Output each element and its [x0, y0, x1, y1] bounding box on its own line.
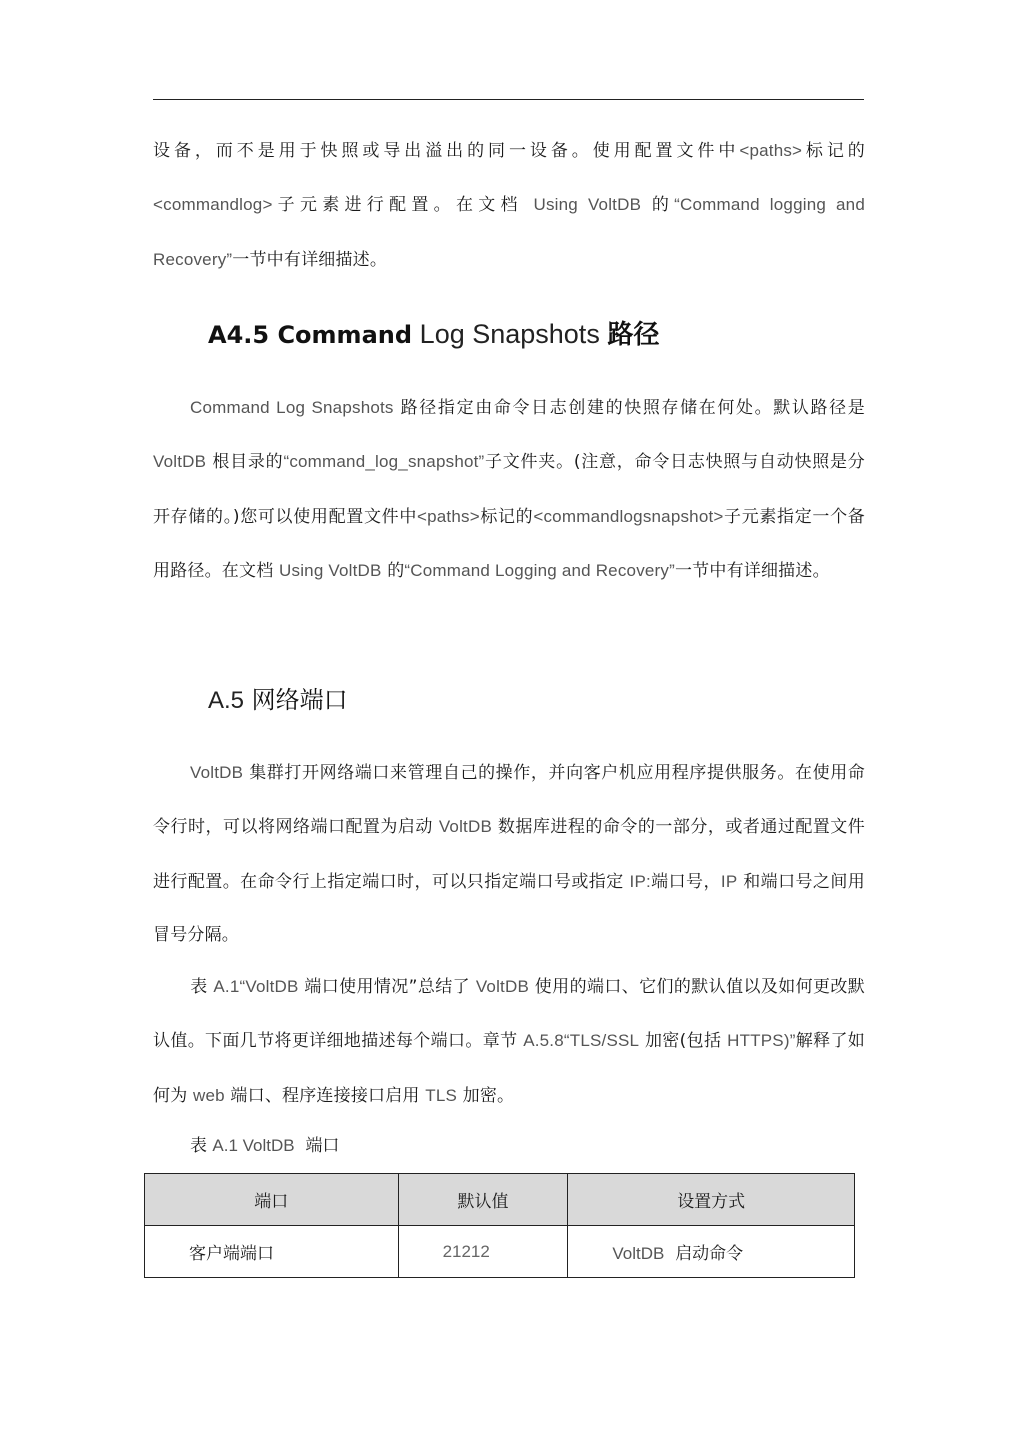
- caption-label: A.1 VoltDB: [212, 1136, 295, 1155]
- text: 加密。: [462, 1085, 515, 1106]
- paragraph-snapshot-path: [153, 381, 865, 598]
- code-paths: <paths>: [417, 506, 480, 526]
- text: 设备，而不是用于快照或导出溢出的同一设备。使用配置文件中: [153, 141, 740, 161]
- text: 一节中有详细描述。: [232, 249, 388, 270]
- table-ref: A.1“VoltDB: [213, 977, 299, 996]
- term: IP: [720, 871, 738, 891]
- term: IP:: [629, 871, 651, 891]
- section-heading-a5: [208, 680, 348, 715]
- section-ref: “Command logging and Recovery”: [153, 195, 865, 269]
- paragraph-network-ports: [153, 746, 865, 962]
- code-paths: <paths>: [739, 141, 803, 160]
- table-header-row: [145, 1174, 855, 1226]
- cell-port: 客户端端口: [145, 1226, 399, 1278]
- section-heading-a4-5: [208, 314, 659, 351]
- term: web: [193, 1085, 225, 1105]
- text: 子文件夹。(注意，命令日志快照与自动快照是分开存储的。)您可以使用配置文件中: [153, 452, 865, 527]
- header-setting: 设置方式: [568, 1174, 855, 1226]
- text: 数据库进程的命令的一部分，或者通过配置文件进行配置。在命令行上指定端口时，可以只指定端口号或指定: [153, 817, 866, 892]
- doc-title: Using VoltDB: [279, 560, 382, 580]
- text: 加密(包括: [644, 1031, 722, 1052]
- text: 标记的: [479, 506, 534, 527]
- heading-tail: 路径: [607, 320, 660, 350]
- text: 标记的: [802, 141, 865, 161]
- header-default: 默认值: [398, 1174, 568, 1226]
- text: 集群打开网络端口来管理自己的操作，并向客户机应用程序提供服务。在使用命令行时，可以将网络端口配置为启动: [153, 763, 865, 838]
- text: 端口号，: [650, 871, 721, 892]
- term: TLS: [425, 1085, 458, 1105]
- text: 使用的端口、它们的默认值以及如何更改默认值。下面几节将更详细地描述每个端口。章节: [153, 977, 865, 1052]
- text: 根目录的: [212, 452, 284, 473]
- paragraph-table-intro: [153, 960, 865, 1123]
- table-caption: [190, 1132, 339, 1160]
- term: VoltDB: [190, 763, 244, 782]
- term: VoltDB: [475, 977, 529, 996]
- section-ref: “Command Logging and Recovery”: [404, 560, 675, 580]
- text: 子元素指定一个备用路径。在文档: [153, 506, 865, 581]
- code-commandlog: <commandlog>: [153, 195, 273, 215]
- term: Command Log Snapshots: [190, 398, 394, 417]
- text: 子元素进行配置。在文档: [272, 195, 523, 216]
- text: 的: [387, 560, 405, 581]
- text: 解释了如何为: [153, 1031, 865, 1106]
- text: 端口、程序连接接口启用: [230, 1085, 420, 1106]
- heading-number: A4.5 Command: [208, 321, 413, 349]
- heading-number: A.5: [208, 687, 245, 714]
- header-port: 端口: [145, 1174, 399, 1226]
- term: VoltDB: [153, 452, 207, 472]
- term: HTTPS)”: [727, 1031, 796, 1051]
- folder-name: “command_log_snapshot”: [283, 452, 485, 472]
- heading-title: 网络端口: [251, 686, 348, 714]
- text: 和端口号之间用冒号分隔。: [153, 871, 865, 945]
- caption-suffix: 端口: [305, 1136, 340, 1156]
- cell-setting-term: VoltDB: [612, 1244, 665, 1263]
- text: 表: [190, 977, 208, 997]
- text: 路径指定由命令日志创建的快照存储在何处。默认路径是: [400, 398, 866, 418]
- ports-table: [144, 1173, 855, 1278]
- text: 端口使用情况”总结了: [304, 977, 471, 997]
- section-ref: A.5.8“TLS/SSL: [523, 1031, 640, 1051]
- cell-setting-text: 启动命令: [675, 1244, 744, 1264]
- term: VoltDB: [438, 817, 492, 837]
- paragraph-commandlog-config: [153, 124, 865, 287]
- cell-default: 21212: [398, 1226, 568, 1278]
- doc-title: Using VoltDB: [533, 195, 642, 215]
- header-rule: [153, 99, 864, 100]
- caption-prefix: 表: [190, 1136, 207, 1156]
- text: 一节中有详细描述。: [674, 560, 830, 581]
- cell-setting: [568, 1226, 855, 1278]
- heading-title: Log Snapshots: [419, 319, 600, 349]
- code-commandlogsnapshot: <commandlogsnapshot>: [533, 506, 724, 526]
- text: 的: [651, 195, 675, 216]
- table-row: [145, 1226, 855, 1278]
